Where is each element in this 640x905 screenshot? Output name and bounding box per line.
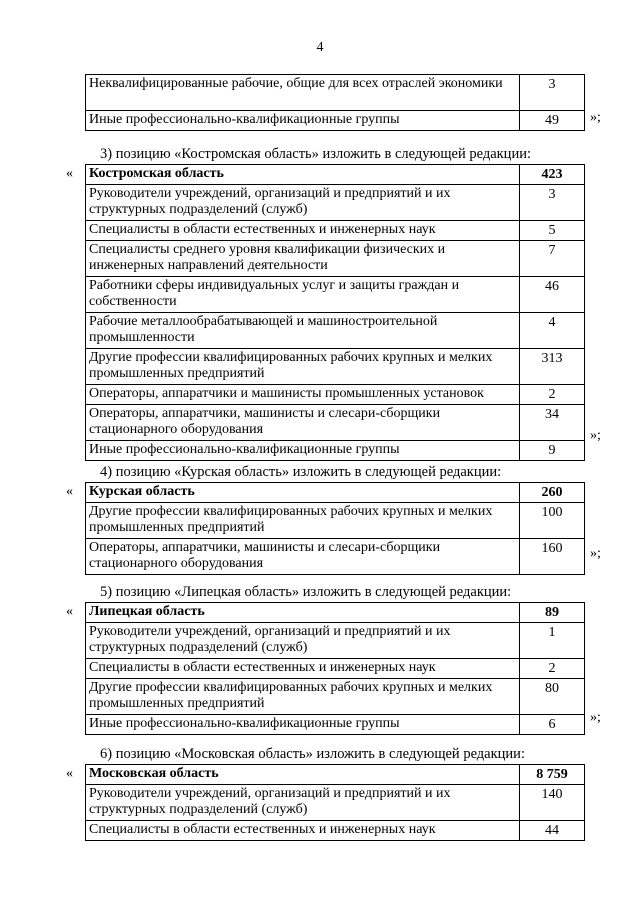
opening-quote: « <box>66 166 73 181</box>
region-name: Московская область <box>86 765 520 785</box>
region-total: 423 <box>520 165 585 185</box>
row-label: Руководители учреждений, организаций и предприятий и их структурных подразделений (служб) <box>86 785 520 821</box>
row-label: Руководители учреждений, организаций и предприятий и их структурных подразделений (служб) <box>86 623 520 659</box>
table-row <box>86 623 585 659</box>
section-heading: 3) позицию «Костромская область» изложить в следующей редакции: <box>100 146 531 162</box>
row-label: Иные профессионально-квалификационные группы <box>86 441 520 461</box>
row-label: Неквалифицированные рабочие, общие для всех отраслей экономики <box>86 75 520 111</box>
region-name: Курская область <box>86 483 520 503</box>
row-label: Другие профессии квалифицированных рабочих крупных и мелких промышленных предприятий <box>86 679 520 715</box>
region-header-row <box>86 165 585 185</box>
region-total: 89 <box>520 603 585 623</box>
row-label: Руководители учреждений, организаций и предприятий и их структурных подразделений (служб) <box>86 185 520 221</box>
region-header-row <box>86 603 585 623</box>
row-value: 6 <box>520 715 585 735</box>
table-row <box>86 313 585 349</box>
region-total: 260 <box>520 483 585 503</box>
table-lipetsk <box>85 602 585 735</box>
opening-quote: « <box>66 484 73 499</box>
row-label: Рабочие металлообрабатывающей и машиностроительной промышленности <box>86 313 520 349</box>
row-value: 2 <box>520 385 585 405</box>
table-row <box>86 75 585 111</box>
row-value: 44 <box>520 821 585 841</box>
table-row <box>86 349 585 385</box>
row-label: Операторы, аппаратчики, машинисты и слесари-сборщики стационарного оборудования <box>86 539 520 575</box>
region-total: 8 759 <box>520 765 585 785</box>
row-value: 7 <box>520 241 585 277</box>
row-value: 2 <box>520 659 585 679</box>
row-value: 160 <box>520 539 585 575</box>
row-value: 3 <box>520 185 585 221</box>
table-row <box>86 111 585 131</box>
table-continuation <box>85 74 585 131</box>
opening-quote: « <box>66 766 73 781</box>
page-number: 4 <box>316 40 324 55</box>
table-kursk <box>85 482 585 575</box>
table-row <box>86 715 585 735</box>
table-row <box>86 659 585 679</box>
row-label: Другие профессии квалифицированных рабочих крупных и мелких промышленных предприятий <box>86 503 520 539</box>
row-label: Другие профессии квалифицированных рабочих крупных и мелких промышленных предприятий <box>86 349 520 385</box>
table-row <box>86 679 585 715</box>
row-label: Специалисты среднего уровня квалификации физических и инженерных направлений деятельности <box>86 241 520 277</box>
row-label: Операторы, аппаратчики и машинисты промышленных установок <box>86 385 520 405</box>
table-row <box>86 405 585 441</box>
table-row <box>86 785 585 821</box>
row-value: 100 <box>520 503 585 539</box>
table-row <box>86 241 585 277</box>
closing-quote: »; <box>590 428 601 443</box>
row-label: Иные профессионально-квалификационные группы <box>86 715 520 735</box>
row-value: 4 <box>520 313 585 349</box>
row-label: Иные профессионально-квалификационные группы <box>86 111 520 131</box>
table-row <box>86 441 585 461</box>
section-heading: 4) позицию «Курская область» изложить в следующей редакции: <box>100 464 502 480</box>
row-label: Специалисты в области естественных и инженерных наук <box>86 221 520 241</box>
table-row <box>86 821 585 841</box>
row-value: 5 <box>520 221 585 241</box>
opening-quote: « <box>66 604 73 619</box>
row-label: Операторы, аппаратчики, машинисты и слесари-сборщики стационарного оборудования <box>86 405 520 441</box>
table-row <box>86 385 585 405</box>
row-value: 9 <box>520 441 585 461</box>
table-row <box>86 503 585 539</box>
region-name: Костромская область <box>86 165 520 185</box>
row-value: 49 <box>520 111 585 131</box>
closing-quote: »; <box>590 110 601 125</box>
closing-quote: »; <box>590 710 601 725</box>
region-name: Липецкая область <box>86 603 520 623</box>
row-value: 313 <box>520 349 585 385</box>
row-value: 1 <box>520 623 585 659</box>
table-kostroma <box>85 164 585 461</box>
row-value: 46 <box>520 277 585 313</box>
table-moscow <box>85 764 585 841</box>
section-heading: 6) позицию «Московская область» изложить в следующей редакции: <box>100 746 525 762</box>
region-header-row <box>86 483 585 503</box>
section-heading: 5) позицию «Липецкая область» изложить в следующей редакции: <box>100 584 512 600</box>
table-row <box>86 277 585 313</box>
row-value: 34 <box>520 405 585 441</box>
row-value: 3 <box>520 75 585 111</box>
closing-quote: »; <box>590 546 601 561</box>
row-label: Работники сферы индивидуальных услуг и защиты граждан и собственности <box>86 277 520 313</box>
region-header-row <box>86 765 585 785</box>
row-value: 80 <box>520 679 585 715</box>
row-value: 140 <box>520 785 585 821</box>
row-label: Специалисты в области естественных и инженерных наук <box>86 659 520 679</box>
table-row <box>86 539 585 575</box>
table-row <box>86 221 585 241</box>
row-label: Специалисты в области естественных и инженерных наук <box>86 821 520 841</box>
table-row <box>86 185 585 221</box>
